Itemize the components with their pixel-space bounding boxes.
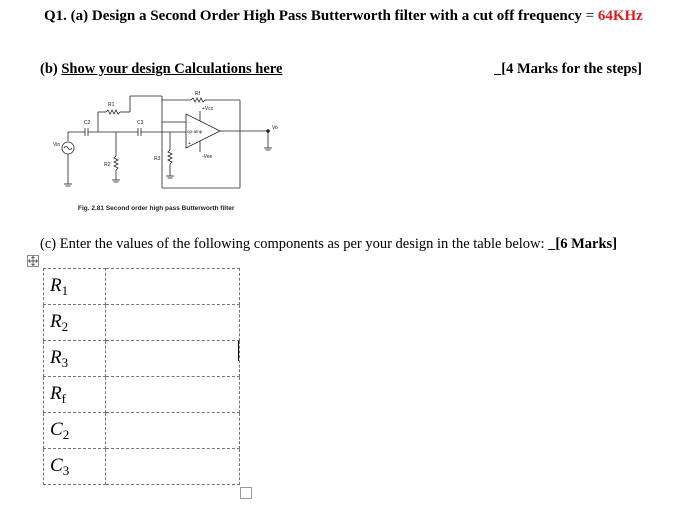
move-icon xyxy=(28,256,38,266)
label-c3: C3 xyxy=(137,120,144,126)
question-title xyxy=(44,8,643,25)
table-row xyxy=(44,341,240,377)
figure-caption: Fig. 2.81 Second order high pass Butterworth filter xyxy=(78,205,235,212)
label-vin: Vin xyxy=(53,142,61,148)
component-value-cell[interactable] xyxy=(105,269,239,305)
component-value-cell[interactable] xyxy=(105,377,239,413)
table-resize-handle[interactable] xyxy=(240,487,252,499)
component-subscript: 3 xyxy=(61,354,69,370)
equals-sign: = xyxy=(585,8,598,24)
component-label-cell[interactable] xyxy=(44,413,106,449)
question-text: Q1. (a) Design a Second Order High Pass Butterworth filter with a cut off frequency xyxy=(44,8,586,24)
component-symbol: C xyxy=(50,454,63,476)
circuit-diagram xyxy=(50,86,290,204)
label-r3: R3 xyxy=(154,156,161,162)
label-plus: + xyxy=(188,141,191,147)
part-b-label: (b) xyxy=(40,61,62,77)
part-c-text: (c) Enter the values of the following components as per your design in the table below: xyxy=(40,236,549,252)
table-row xyxy=(44,269,240,305)
table-row xyxy=(44,305,240,341)
component-symbol: R xyxy=(50,310,62,332)
component-symbol: R xyxy=(50,382,62,404)
label-c2: C2 xyxy=(84,120,91,126)
component-value-cell[interactable] xyxy=(105,449,239,485)
label-r2: R2 xyxy=(104,162,111,168)
table-move-handle[interactable] xyxy=(27,255,39,267)
part-b-heading xyxy=(40,61,282,78)
component-subscript: 3 xyxy=(62,462,70,478)
table-row xyxy=(44,377,240,413)
component-label-cell[interactable] xyxy=(44,269,106,305)
component-subscript: 2 xyxy=(61,318,69,334)
label-rf: Rf xyxy=(195,91,200,97)
component-label-cell[interactable] xyxy=(44,449,106,485)
component-symbol: R xyxy=(50,274,62,296)
part-b-marks-text: [4 Marks for the steps] xyxy=(501,61,642,77)
r2-resistor xyxy=(114,156,118,170)
r1-resistor xyxy=(106,110,120,114)
part-c-heading xyxy=(40,236,617,253)
label-vee: -Vee xyxy=(202,154,213,160)
part-c-marks: [6 Marks] xyxy=(555,236,618,252)
part-b-marks xyxy=(494,61,642,78)
component-subscript: 1 xyxy=(61,282,69,298)
component-table-wrapper xyxy=(43,268,240,488)
component-value-cell[interactable] xyxy=(105,341,239,377)
component-label-cell[interactable] xyxy=(44,377,106,413)
component-symbol: C xyxy=(50,418,63,440)
component-subscript: f xyxy=(61,390,66,406)
r3-resistor xyxy=(168,150,172,164)
component-subscript: 2 xyxy=(62,426,70,442)
component-label-cell[interactable] xyxy=(44,341,106,377)
resize-icon xyxy=(241,488,251,498)
cutoff-frequency: 64KHz xyxy=(597,8,643,24)
table-row xyxy=(44,413,240,449)
component-symbol: R xyxy=(50,346,62,368)
rf-resistor xyxy=(191,98,205,102)
label-r1: R1 xyxy=(108,102,115,108)
component-label-cell[interactable] xyxy=(44,305,106,341)
table-row xyxy=(44,449,240,485)
component-value-cell[interactable] xyxy=(105,413,239,449)
text-cursor xyxy=(238,341,239,361)
label-vcc: +Vcc xyxy=(202,106,214,112)
label-minus: - xyxy=(188,120,190,126)
label-opamp: op-amp xyxy=(187,129,203,134)
component-table xyxy=(43,268,240,485)
label-vo: Vo xyxy=(272,125,278,131)
part-b-text: Show your design Calculations here xyxy=(61,61,283,77)
component-value-cell[interactable] xyxy=(105,305,239,341)
